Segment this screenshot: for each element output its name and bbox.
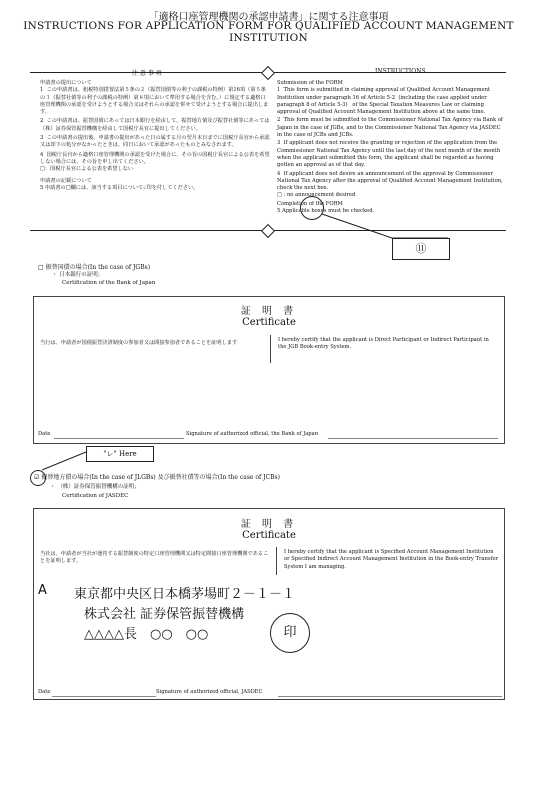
seal-stamp — [270, 613, 310, 653]
jasdec-section-header — [34, 474, 280, 481]
jasdec-certificate-box — [33, 508, 505, 700]
example-marker-a: A — [38, 583, 47, 598]
jgb-signature-label: Signature of authorized official, the Bank of Japan — [186, 431, 319, 437]
jgb-date-label: Date — [38, 431, 51, 437]
section-label-jp: 注 意 事 項 — [132, 70, 162, 77]
jasdec-cert-text-en: I hereby certify that the applicant is Specified Account Management Institution or Specified Indirect Account Management Institution in the Book-entry Transfer System I am managing. — [284, 549, 499, 570]
jgb-cert-title-en: Certificate — [242, 317, 296, 328]
jgb-cert-divider — [270, 335, 271, 363]
instruction-en-3: 3 If applicant does not receive the granting or rejection of the application from the Commissioner National Tax Agency until the last day of the next month of the month when the applicant submitted this form, the applicant shall be regarded as having gotten an approval as of that day. — [277, 140, 502, 169]
section-label-en: INSTRUCTIONS — [375, 68, 426, 75]
submission-heading-jp: 申請書の提出について — [40, 80, 92, 86]
instruction-jp-4: 4 国税庁長官から適格口座管理機関の承認を受けた場合に、その旨の国税庁長官による公表を希望しない場合には、その旨を申し出てください。 □：国税庁長官による公表を希望しない — [40, 151, 270, 173]
instruction-jp-2: 2 この申請書は、振替国債にあっては日本銀行を経由して、振替地方債及び振替社債等にあっては（株）証券保管振替機構を経由して国税庁長官に提出してください。 — [40, 118, 270, 132]
instruction-en-1: 1 This form is submitted in claiming approval of Qualified Account Management Institution under paragraph 16 of Article 5-2 (including the case applied under paragraph 8 of Article 5-3) of the Special Taxation Measures Law or claiming approval of Qualified Account Management Institution above at the same time. — [277, 87, 492, 116]
jasdec-official-name: △△△△長 ○○ ○○ — [84, 627, 209, 642]
jgb-sub-en: Certification of the Bank of Japan — [62, 280, 156, 286]
instruction-en-4: 4 If applicant does not desire an announcement of the approval by Commissioner National Tax Agency after the approval of Qualified Account Management Institution, check the next box. □ : no announcement desired — [277, 170, 503, 199]
jgb-signature-line — [328, 438, 498, 439]
callout-check-here: "レ" Here — [86, 446, 154, 462]
jgb-section-header — [38, 264, 150, 271]
jgb-checkbox[interactable]: □ — [38, 264, 44, 271]
jasdec-date-line — [52, 696, 156, 697]
jasdec-cert-text-jp: 当社は、申請者が当社が運営する振替制度の特定口座管理機関又は特定間接口座管理機関であることを証明します。 — [40, 551, 269, 565]
jasdec-cert-title-jp: 証 明 書 — [240, 519, 298, 530]
instruction-jp-1: 1 この申請書は、租税特別措置法第５条の２（振替国債等の利子の課税の特例）第16項（第５条の３（振替社債等の利子の課税の特例）第８項において準用する場合を含む。）に規定する適格口座管理機関の承認を受けようとする場合又はそれらの承認を併せて受けようとする場合に提出します。 — [40, 87, 269, 116]
jgb-cert-text-en: I hereby certify that the applicant is Direct Participant or Indirect Participant in the JGB Book-entry System. — [278, 337, 489, 351]
jgb-label: 振替国債の場合(In the case of JGBs) — [45, 264, 151, 271]
jgb-cert-title-jp: 証 明 書 — [240, 306, 298, 317]
entry-heading-jp: 申請書の記載について — [40, 177, 92, 184]
jgb-certificate-box — [33, 296, 505, 444]
jasdec-address: 東京都中央区日本橋茅場町２－１－１ — [74, 587, 296, 602]
jasdec-label: 振替地方債の場合(In the case of JLGBs) 及び振替社債等の場合(In the case of JCBs) — [41, 474, 280, 481]
jgb-sub-jp: ・ 日本銀行の証明； — [52, 272, 104, 278]
instruction-en-5: 5 Applicable boxes must be checked. — [277, 208, 375, 215]
entry-heading-en: Completion of the FORM — [277, 200, 343, 207]
jasdec-signature-label: Signature of authorized official, JASDEC — [156, 689, 263, 695]
instruction-jp-5: 5 申請書の□欄には、該当する項目について✓印を付してください。 — [40, 184, 199, 191]
jgb-cert-text-jp: 当行は、申請者が国債振替決済制度の参加者又は間接参加者であることを証明します — [40, 340, 238, 346]
callout-11: ⑪ — [392, 238, 450, 260]
jasdec-date-label: Date — [38, 689, 51, 695]
instruction-jp-3: 3 この申請書の提出後、申請書の提出があった日の属する月の翌月末日までに国税庁長官から承認又は却下の処分がなかったときは、同日において承認があったものとみなされます。 — [40, 135, 270, 149]
jasdec-company-name: 株式会社 証券保管振替機構 — [84, 607, 245, 622]
jasdec-sub-jp: ・ （株）証券保管振替機構の証明； — [50, 484, 140, 490]
jasdec-signature-line — [278, 696, 502, 697]
jgb-date-line — [54, 438, 184, 439]
seal-character: 印 — [283, 625, 297, 640]
jasdec-checkbox[interactable]: ☑ — [34, 474, 40, 481]
form-title-en: INSTRUCTIONS FOR APPLICATION FORM FOR QUALIFIED ACCOUNT MANAGEMENT INSTITUTION — [23, 20, 514, 44]
jasdec-cert-divider — [276, 547, 277, 575]
form-title-jp: 「適格口座管理機関の承認申請書」に関する注意事項 — [148, 12, 389, 23]
submission-heading-en: Submission of the FORM — [277, 80, 343, 86]
instruction-en-2: 2 This form must be submitted to the Commissioner National Tax Agency via Bank of Japan in the case of JGBs, and to the Commissioner National Tax Agency via JASDEC in the case of JCBs and JCBs. — [277, 117, 505, 139]
jasdec-cert-title-en: Certificate — [242, 530, 296, 541]
jasdec-sub-en: Certification of JASDEC — [62, 493, 129, 499]
